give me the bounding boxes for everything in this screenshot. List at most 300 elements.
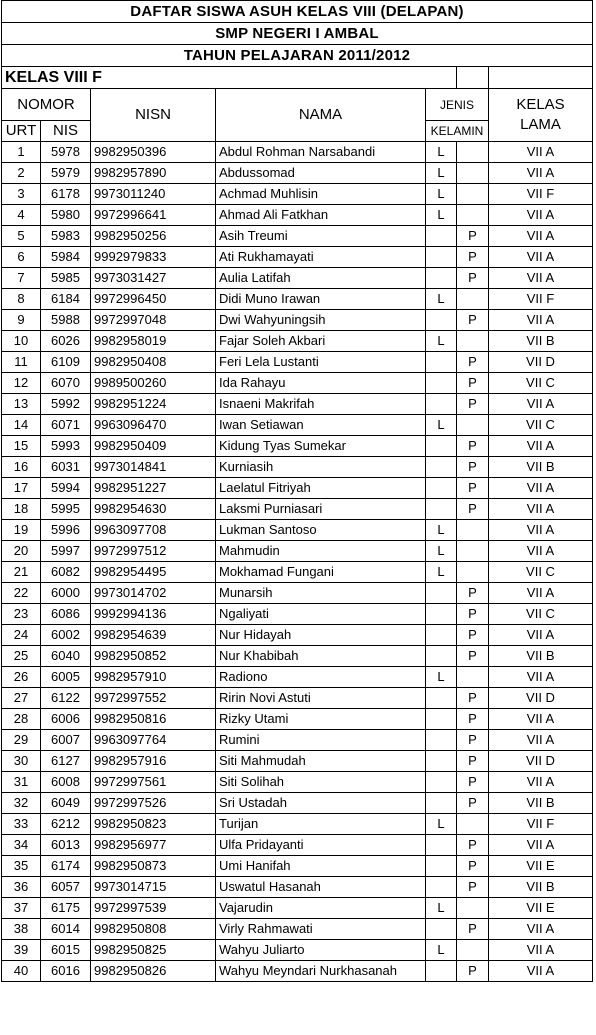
title-line-2[interactable]: SMP NEGERI I AMBAL <box>2 23 593 45</box>
cell-nis[interactable]: 6002 <box>41 625 91 646</box>
cell-urt[interactable]: 32 <box>2 793 41 814</box>
table-row <box>2 919 593 940</box>
cell-jenis-p[interactable]: P <box>457 730 489 751</box>
cell-jenis-p[interactable]: P <box>457 310 489 331</box>
cell-jenis-l[interactable]: L <box>426 184 457 205</box>
cell-nisn[interactable]: 9982950825 <box>91 940 216 961</box>
header-nomor[interactable]: NOMOR <box>2 89 91 121</box>
cell-nama[interactable]: Didi Muno Irawan <box>216 289 426 310</box>
cell-nama[interactable]: Wahyu Juliarto <box>216 940 426 961</box>
cell-nama[interactable]: Siti Solihah <box>216 772 426 793</box>
cell-jenis-p[interactable] <box>457 163 489 184</box>
cell-jenis-l[interactable] <box>426 835 457 856</box>
cell-nama[interactable]: Laksmi Purniasari <box>216 499 426 520</box>
cell-urt[interactable]: 14 <box>2 415 41 436</box>
cell-jenis-l[interactable]: L <box>426 331 457 352</box>
cell-nisn[interactable]: 9972996450 <box>91 289 216 310</box>
cell-nis[interactable]: 5993 <box>41 436 91 457</box>
cell-kelas-lama[interactable]: VII B <box>489 331 593 352</box>
cell-kelas-lama[interactable]: VII B <box>489 877 593 898</box>
cell-kelas-lama[interactable]: VII A <box>489 499 593 520</box>
cell-nis[interactable]: 6086 <box>41 604 91 625</box>
cell-jenis-p[interactable]: P <box>457 772 489 793</box>
cell-kelas-lama[interactable]: VII C <box>489 373 593 394</box>
cell-jenis-p[interactable]: P <box>457 793 489 814</box>
cell-kelas-lama[interactable]: VII C <box>489 604 593 625</box>
cell-nis[interactable]: 6016 <box>41 961 91 982</box>
cell-jenis-l[interactable] <box>426 478 457 499</box>
title-line-1[interactable]: DAFTAR SISWA ASUH KELAS VIII (DELAPAN) <box>2 1 593 23</box>
cell-nama[interactable]: Kurniasih <box>216 457 426 478</box>
cell-jenis-l[interactable] <box>426 436 457 457</box>
cell-jenis-l[interactable] <box>426 730 457 751</box>
cell-nis[interactable]: 6008 <box>41 772 91 793</box>
cell-urt[interactable]: 20 <box>2 541 41 562</box>
cell-nama[interactable]: Aulia Latifah <box>216 268 426 289</box>
cell-jenis-p[interactable] <box>457 331 489 352</box>
cell-nisn[interactable]: 9982950256 <box>91 226 216 247</box>
table-row <box>2 520 593 541</box>
cell-nis[interactable]: 6000 <box>41 583 91 604</box>
cell-nis[interactable]: 5985 <box>41 268 91 289</box>
cell-urt[interactable]: 37 <box>2 898 41 919</box>
cell-urt[interactable]: 6 <box>2 247 41 268</box>
cell-urt[interactable]: 1 <box>2 142 41 163</box>
cell-nisn[interactable]: 9982957916 <box>91 751 216 772</box>
cell-jenis-p[interactable]: P <box>457 247 489 268</box>
cell-jenis-l[interactable] <box>426 583 457 604</box>
cell-kelas-lama[interactable]: VII A <box>489 226 593 247</box>
cell-jenis-l[interactable] <box>426 772 457 793</box>
header-kelamin[interactable]: KELAMIN <box>426 121 489 142</box>
cell-nisn[interactable]: 9982951227 <box>91 478 216 499</box>
cell-nisn[interactable]: 9972997048 <box>91 310 216 331</box>
cell-nisn[interactable]: 9982951224 <box>91 394 216 415</box>
cell-jenis-l[interactable]: L <box>426 205 457 226</box>
cell-nis[interactable]: 6049 <box>41 793 91 814</box>
cell-kelas-lama[interactable]: VII A <box>489 478 593 499</box>
cell-nama[interactable]: Ngaliyati <box>216 604 426 625</box>
cell-urt[interactable]: 36 <box>2 877 41 898</box>
cell-nis[interactable]: 5983 <box>41 226 91 247</box>
cell-nis[interactable]: 6127 <box>41 751 91 772</box>
cell-nis[interactable]: 6071 <box>41 415 91 436</box>
cell-jenis-l[interactable] <box>426 226 457 247</box>
cell-urt[interactable]: 29 <box>2 730 41 751</box>
cell-kelas-lama[interactable]: VII A <box>489 961 593 982</box>
cell-nama[interactable]: Nur Hidayah <box>216 625 426 646</box>
cell-kelas-lama[interactable]: VII A <box>489 709 593 730</box>
cell-jenis-p[interactable]: P <box>457 436 489 457</box>
cell-kelas-lama[interactable]: VII A <box>489 163 593 184</box>
cell-nis[interactable]: 5994 <box>41 478 91 499</box>
cell-nama[interactable]: Mahmudin <box>216 541 426 562</box>
cell-jenis-p[interactable]: P <box>457 646 489 667</box>
cell-nis[interactable]: 6070 <box>41 373 91 394</box>
cell-nama[interactable]: Rizky Utami <box>216 709 426 730</box>
cell-nama[interactable]: Ahmad Ali Fatkhan <box>216 205 426 226</box>
cell-kelas-lama[interactable]: VII A <box>489 919 593 940</box>
cell-nisn[interactable]: 9992979833 <box>91 247 216 268</box>
cell-jenis-l[interactable]: L <box>426 562 457 583</box>
cell-kelas-lama[interactable]: VII A <box>489 268 593 289</box>
cell-urt[interactable]: 2 <box>2 163 41 184</box>
cell-jenis-l[interactable]: L <box>426 898 457 919</box>
header-jenis[interactable]: JENIS <box>426 89 489 121</box>
cell-nisn[interactable]: 9973014715 <box>91 877 216 898</box>
blank-cell[interactable] <box>426 67 457 89</box>
cell-urt[interactable]: 16 <box>2 457 41 478</box>
cell-nisn[interactable]: 9972997512 <box>91 541 216 562</box>
cell-jenis-l[interactable] <box>426 646 457 667</box>
cell-kelas-lama[interactable]: VII B <box>489 793 593 814</box>
cell-kelas-lama[interactable]: VII C <box>489 562 593 583</box>
cell-nisn[interactable]: 9972997539 <box>91 898 216 919</box>
cell-urt[interactable]: 7 <box>2 268 41 289</box>
cell-urt[interactable]: 27 <box>2 688 41 709</box>
cell-jenis-l[interactable] <box>426 310 457 331</box>
cell-nisn[interactable]: 9973014702 <box>91 583 216 604</box>
cell-jenis-l[interactable] <box>426 688 457 709</box>
cell-nama[interactable]: Kidung Tyas Sumekar <box>216 436 426 457</box>
cell-nis[interactable]: 5984 <box>41 247 91 268</box>
cell-kelas-lama[interactable]: VII A <box>489 436 593 457</box>
cell-kelas-lama[interactable]: VII D <box>489 688 593 709</box>
cell-nama[interactable]: Siti Mahmudah <box>216 751 426 772</box>
cell-nis[interactable]: 5997 <box>41 541 91 562</box>
cell-kelas-lama[interactable]: VII A <box>489 142 593 163</box>
cell-jenis-p[interactable] <box>457 184 489 205</box>
cell-nisn[interactable]: 9972997561 <box>91 772 216 793</box>
cell-jenis-p[interactable]: P <box>457 499 489 520</box>
cell-jenis-l[interactable] <box>426 499 457 520</box>
header-kelas-lama[interactable] <box>489 89 593 142</box>
cell-jenis-p[interactable]: P <box>457 373 489 394</box>
cell-kelas-lama[interactable]: VII A <box>489 205 593 226</box>
cell-kelas-lama[interactable]: VII B <box>489 646 593 667</box>
cell-jenis-p[interactable] <box>457 205 489 226</box>
cell-nama[interactable]: Achmad Muhlisin <box>216 184 426 205</box>
cell-jenis-l[interactable] <box>426 604 457 625</box>
cell-urt[interactable]: 30 <box>2 751 41 772</box>
cell-nama[interactable]: Iwan Setiawan <box>216 415 426 436</box>
cell-kelas-lama[interactable]: VII D <box>489 751 593 772</box>
cell-kelas-lama[interactable]: VII A <box>489 541 593 562</box>
cell-nama[interactable]: Lukman Santoso <box>216 520 426 541</box>
cell-nama[interactable]: Ida Rahayu <box>216 373 426 394</box>
cell-urt[interactable]: 24 <box>2 625 41 646</box>
cell-jenis-l[interactable] <box>426 793 457 814</box>
cell-kelas-lama[interactable]: VII A <box>489 772 593 793</box>
cell-jenis-p[interactable]: P <box>457 877 489 898</box>
cell-nis[interactable]: 6178 <box>41 184 91 205</box>
cell-nisn[interactable]: 9982950873 <box>91 856 216 877</box>
cell-kelas-lama[interactable]: VII C <box>489 415 593 436</box>
cell-nama[interactable]: Uswatul Hasanah <box>216 877 426 898</box>
cell-urt[interactable]: 26 <box>2 667 41 688</box>
cell-urt[interactable]: 22 <box>2 583 41 604</box>
cell-nis[interactable]: 6082 <box>41 562 91 583</box>
cell-nis[interactable]: 6005 <box>41 667 91 688</box>
cell-kelas-lama[interactable]: VII A <box>489 310 593 331</box>
cell-kelas-lama[interactable]: VII F <box>489 289 593 310</box>
blank-cell[interactable] <box>489 67 593 89</box>
cell-urt[interactable]: 15 <box>2 436 41 457</box>
cell-urt[interactable]: 33 <box>2 814 41 835</box>
cell-nis[interactable]: 5988 <box>41 310 91 331</box>
cell-nama[interactable]: Isnaeni Makrifah <box>216 394 426 415</box>
cell-jenis-l[interactable] <box>426 268 457 289</box>
cell-urt[interactable]: 9 <box>2 310 41 331</box>
cell-nama[interactable]: Vajarudin <box>216 898 426 919</box>
cell-nisn[interactable]: 9982954639 <box>91 625 216 646</box>
cell-jenis-l[interactable] <box>426 856 457 877</box>
cell-nisn[interactable]: 9982950808 <box>91 919 216 940</box>
cell-jenis-l[interactable] <box>426 352 457 373</box>
cell-urt[interactable]: 5 <box>2 226 41 247</box>
cell-urt[interactable]: 38 <box>2 919 41 940</box>
cell-urt[interactable]: 25 <box>2 646 41 667</box>
cell-nama[interactable]: Munarsih <box>216 583 426 604</box>
cell-nis[interactable]: 6184 <box>41 289 91 310</box>
cell-urt[interactable]: 11 <box>2 352 41 373</box>
cell-nis[interactable]: 6057 <box>41 877 91 898</box>
cell-nama[interactable]: Ulfa Pridayanti <box>216 835 426 856</box>
cell-kelas-lama[interactable]: VII A <box>489 835 593 856</box>
cell-nama[interactable]: Sri Ustadah <box>216 793 426 814</box>
header-urt[interactable]: URT <box>2 121 41 142</box>
cell-jenis-p[interactable]: P <box>457 688 489 709</box>
cell-nisn[interactable]: 9982950823 <box>91 814 216 835</box>
cell-nis[interactable]: 6014 <box>41 919 91 940</box>
cell-nisn[interactable]: 9973031427 <box>91 268 216 289</box>
cell-urt[interactable]: 28 <box>2 709 41 730</box>
cell-urt[interactable]: 17 <box>2 478 41 499</box>
cell-nisn[interactable]: 9989500260 <box>91 373 216 394</box>
cell-urt[interactable]: 8 <box>2 289 41 310</box>
cell-jenis-l[interactable]: L <box>426 814 457 835</box>
cell-nis[interactable]: 6031 <box>41 457 91 478</box>
cell-nisn[interactable]: 9982950409 <box>91 436 216 457</box>
cell-jenis-p[interactable]: P <box>457 625 489 646</box>
cell-nisn[interactable]: 9963097708 <box>91 520 216 541</box>
cell-jenis-p[interactable]: P <box>457 961 489 982</box>
cell-kelas-lama[interactable]: VII A <box>489 394 593 415</box>
cell-jenis-l[interactable] <box>426 457 457 478</box>
cell-jenis-p[interactable] <box>457 520 489 541</box>
cell-jenis-p[interactable]: P <box>457 394 489 415</box>
cell-nisn[interactable]: 9973014841 <box>91 457 216 478</box>
cell-jenis-l[interactable] <box>426 709 457 730</box>
cell-jenis-p[interactable] <box>457 940 489 961</box>
cell-nis[interactable]: 6122 <box>41 688 91 709</box>
cell-kelas-lama[interactable]: VII B <box>489 457 593 478</box>
cell-jenis-l[interactable]: L <box>426 940 457 961</box>
cell-kelas-lama[interactable]: VII A <box>489 730 593 751</box>
cell-nama[interactable]: Turijan <box>216 814 426 835</box>
cell-kelas-lama[interactable]: VII A <box>489 667 593 688</box>
header-nama[interactable]: NAMA <box>216 89 426 142</box>
cell-jenis-p[interactable]: P <box>457 604 489 625</box>
cell-nisn[interactable]: 9963097764 <box>91 730 216 751</box>
cell-nis[interactable]: 6212 <box>41 814 91 835</box>
cell-nis[interactable]: 5978 <box>41 142 91 163</box>
cell-jenis-p[interactable]: P <box>457 268 489 289</box>
cell-urt[interactable]: 10 <box>2 331 41 352</box>
cell-nama[interactable]: Rumini <box>216 730 426 751</box>
cell-nisn[interactable]: 9982958019 <box>91 331 216 352</box>
cell-nama[interactable]: Asih Treumi <box>216 226 426 247</box>
cell-urt[interactable]: 35 <box>2 856 41 877</box>
header-nisn[interactable]: NISN <box>91 89 216 142</box>
cell-urt[interactable]: 18 <box>2 499 41 520</box>
cell-jenis-l[interactable] <box>426 877 457 898</box>
cell-jenis-p[interactable]: P <box>457 835 489 856</box>
cell-kelas-lama[interactable]: VII A <box>489 625 593 646</box>
cell-kelas-lama[interactable]: VII A <box>489 583 593 604</box>
cell-nis[interactable]: 6007 <box>41 730 91 751</box>
cell-urt[interactable]: 19 <box>2 520 41 541</box>
cell-jenis-p[interactable]: P <box>457 919 489 940</box>
cell-nis[interactable]: 5996 <box>41 520 91 541</box>
cell-nis[interactable]: 6006 <box>41 709 91 730</box>
cell-nis[interactable]: 5992 <box>41 394 91 415</box>
cell-jenis-l[interactable]: L <box>426 289 457 310</box>
cell-jenis-p[interactable] <box>457 415 489 436</box>
cell-nis[interactable]: 6174 <box>41 856 91 877</box>
cell-urt[interactable]: 34 <box>2 835 41 856</box>
cell-jenis-l[interactable] <box>426 373 457 394</box>
cell-kelas-lama[interactable]: VII E <box>489 898 593 919</box>
cell-nisn[interactable]: 9963096470 <box>91 415 216 436</box>
cell-kelas-lama[interactable]: VII F <box>489 184 593 205</box>
cell-jenis-l[interactable] <box>426 625 457 646</box>
cell-nis[interactable]: 5995 <box>41 499 91 520</box>
cell-nama[interactable]: Abdul Rohman Narsabandi <box>216 142 426 163</box>
cell-jenis-p[interactable]: P <box>457 457 489 478</box>
cell-jenis-l[interactable]: L <box>426 142 457 163</box>
cell-jenis-p[interactable] <box>457 142 489 163</box>
cell-nisn[interactable]: 9972997552 <box>91 688 216 709</box>
title-line-3[interactable]: TAHUN PELAJARAN 2011/2012 <box>2 45 593 67</box>
cell-urt[interactable]: 23 <box>2 604 41 625</box>
cell-urt[interactable]: 21 <box>2 562 41 583</box>
cell-nisn[interactable]: 9982954495 <box>91 562 216 583</box>
cell-urt[interactable]: 3 <box>2 184 41 205</box>
cell-urt[interactable]: 40 <box>2 961 41 982</box>
cell-nama[interactable]: Abdussomad <box>216 163 426 184</box>
cell-nisn[interactable]: 9973011240 <box>91 184 216 205</box>
cell-nisn[interactable]: 9982950852 <box>91 646 216 667</box>
cell-jenis-l[interactable] <box>426 394 457 415</box>
cell-jenis-l[interactable]: L <box>426 415 457 436</box>
cell-kelas-lama[interactable]: VII A <box>489 940 593 961</box>
cell-jenis-l[interactable]: L <box>426 520 457 541</box>
cell-nisn[interactable]: 9972997526 <box>91 793 216 814</box>
table-row <box>2 751 593 772</box>
cell-jenis-p[interactable] <box>457 814 489 835</box>
cell-nisn[interactable]: 9982954630 <box>91 499 216 520</box>
cell-jenis-p[interactable]: P <box>457 751 489 772</box>
cell-jenis-l[interactable] <box>426 751 457 772</box>
cell-urt[interactable]: 39 <box>2 940 41 961</box>
cell-kelas-lama[interactable]: VII A <box>489 247 593 268</box>
cell-jenis-l[interactable]: L <box>426 163 457 184</box>
cell-nama[interactable]: Virly Rahmawati <box>216 919 426 940</box>
cell-urt[interactable]: 4 <box>2 205 41 226</box>
cell-jenis-p[interactable] <box>457 541 489 562</box>
cell-jenis-p[interactable]: P <box>457 709 489 730</box>
cell-jenis-l[interactable] <box>426 247 457 268</box>
class-label[interactable]: KELAS VIII F <box>2 67 426 89</box>
table-row <box>2 310 593 331</box>
cell-jenis-l[interactable] <box>426 961 457 982</box>
cell-nisn[interactable]: 9982950396 <box>91 142 216 163</box>
cell-nisn[interactable]: 9972996641 <box>91 205 216 226</box>
cell-nis[interactable]: 6015 <box>41 940 91 961</box>
cell-jenis-l[interactable]: L <box>426 667 457 688</box>
cell-kelas-lama[interactable]: VII F <box>489 814 593 835</box>
cell-nama[interactable]: Wahyu Meyndari Nurkhasanah <box>216 961 426 982</box>
cell-nama[interactable]: Ati Rukhamayati <box>216 247 426 268</box>
cell-jenis-p[interactable]: P <box>457 226 489 247</box>
table-row <box>2 478 593 499</box>
cell-nis[interactable]: 6013 <box>41 835 91 856</box>
cell-nama[interactable]: Feri Lela Lustanti <box>216 352 426 373</box>
cell-nisn[interactable]: 9982950816 <box>91 709 216 730</box>
cell-nisn[interactable]: 9982950826 <box>91 961 216 982</box>
cell-nisn[interactable]: 9982956977 <box>91 835 216 856</box>
cell-nis[interactable]: 6175 <box>41 898 91 919</box>
header-nis[interactable]: NIS <box>41 121 91 142</box>
cell-jenis-l[interactable]: L <box>426 541 457 562</box>
cell-kelas-lama[interactable]: VII A <box>489 520 593 541</box>
cell-nis[interactable]: 6109 <box>41 352 91 373</box>
cell-nama[interactable]: Mokhamad Fungani <box>216 562 426 583</box>
cell-nama[interactable]: Umi Hanifah <box>216 856 426 877</box>
cell-jenis-p[interactable] <box>457 898 489 919</box>
cell-nama[interactable]: Radiono <box>216 667 426 688</box>
cell-jenis-p[interactable]: P <box>457 478 489 499</box>
cell-jenis-p[interactable]: P <box>457 583 489 604</box>
cell-nisn[interactable]: 9992994136 <box>91 604 216 625</box>
cell-urt[interactable]: 12 <box>2 373 41 394</box>
cell-nama[interactable]: Dwi Wahyuningsih <box>216 310 426 331</box>
cell-nis[interactable]: 5980 <box>41 205 91 226</box>
cell-jenis-p[interactable]: P <box>457 352 489 373</box>
cell-nis[interactable]: 6026 <box>41 331 91 352</box>
cell-nis[interactable]: 5979 <box>41 163 91 184</box>
cell-nama[interactable]: Laelatul Fitriyah <box>216 478 426 499</box>
cell-urt[interactable]: 13 <box>2 394 41 415</box>
cell-urt[interactable]: 31 <box>2 772 41 793</box>
cell-nisn[interactable]: 9982957910 <box>91 667 216 688</box>
cell-nama[interactable]: Fajar Soleh Akbari <box>216 331 426 352</box>
cell-jenis-p[interactable]: P <box>457 856 489 877</box>
blank-cell[interactable] <box>457 67 489 89</box>
cell-nis[interactable]: 6040 <box>41 646 91 667</box>
cell-jenis-l[interactable] <box>426 919 457 940</box>
cell-nisn[interactable]: 9982957890 <box>91 163 216 184</box>
cell-kelas-lama[interactable]: VII E <box>489 856 593 877</box>
cell-nisn[interactable]: 9982950408 <box>91 352 216 373</box>
cell-nama[interactable]: Nur Khabibah <box>216 646 426 667</box>
cell-jenis-p[interactable] <box>457 667 489 688</box>
cell-jenis-p[interactable] <box>457 562 489 583</box>
cell-nama[interactable]: Ririn Novi Astuti <box>216 688 426 709</box>
cell-kelas-lama[interactable]: VII D <box>489 352 593 373</box>
cell-jenis-p[interactable] <box>457 289 489 310</box>
